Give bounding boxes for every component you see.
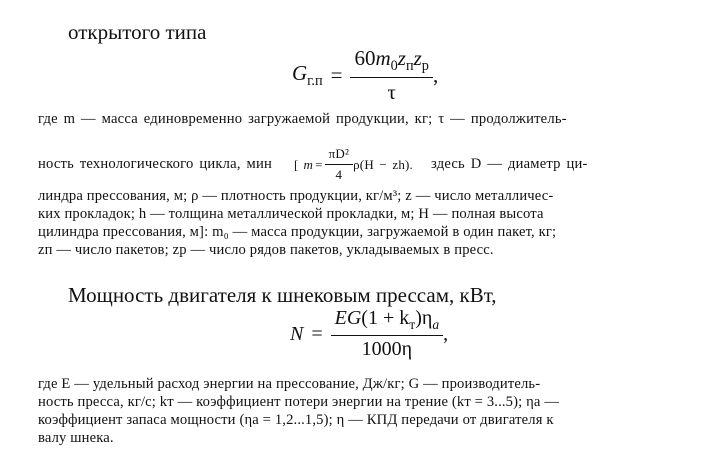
inline-formula-denominator: 4 bbox=[335, 167, 343, 182]
formula-n-numerator: $EG(1 + k_т)\eta_a$ bbox=[334, 307, 440, 332]
section1-line2 bbox=[38, 146, 588, 183]
section2-line3: коэффициент запаса мощности (ηa = 1,2...1,5); η — КПД передачи от двигателя к bbox=[38, 412, 554, 428]
formula-g bbox=[292, 46, 438, 105]
inline-formula-m: [ m = $\frac{\text{πD²}}{4}$ ρ(H − zh). bbox=[293, 146, 413, 182]
formula-g-denominator: τ bbox=[387, 80, 396, 105]
formula-n-tail: , bbox=[443, 322, 449, 345]
formula-g-numerator: $60m_0z_пz_р$ bbox=[354, 46, 429, 75]
section1-line5: цилиндра прессования, м]: m₀ — масса продукции, загружаемой в один пакет, кг; bbox=[38, 224, 557, 240]
formula-n-eq: = bbox=[311, 322, 323, 345]
section1-line3: линдра прессования, м; ρ — плотность продукции, кг/м³; z — число металличес- bbox=[38, 188, 554, 204]
section1-line2-rest: здесь D — диаметр ци- bbox=[431, 156, 588, 172]
formula-g-eq: = bbox=[330, 63, 343, 88]
section1-line2-start: ность технологического цикла, мин bbox=[38, 156, 272, 172]
section2-line4: валу шнека. bbox=[38, 430, 114, 446]
section1-lead: открытого типа bbox=[68, 20, 207, 44]
section1-line4: ких прокладок; h — толщина металлической прокладки, м; H — полная высота bbox=[38, 206, 544, 222]
section2-line2: ность пресса, кг/с; kт — коэффициент потери энергии на трение (kт = 3...5); ηa — bbox=[38, 394, 560, 410]
section2-line1: где E — удельный расход энергии на прессование, Дж/кг; G — производитель- bbox=[38, 376, 541, 392]
formula-n-lhs: N bbox=[290, 322, 304, 345]
formula-g-lhs: $G_{г.п}$ bbox=[292, 61, 323, 90]
formula-n bbox=[290, 307, 448, 361]
formula-g-tail: , bbox=[432, 63, 439, 88]
section1-line6: zп — число пакетов; zр — число рядов пакетов, укладываемых в пресс. bbox=[38, 242, 494, 258]
inline-formula-numerator: πD² bbox=[328, 146, 350, 161]
inline-formula-fraction bbox=[325, 146, 353, 183]
section2-lead: Мощность двигателя к шнековым прессам, кВт, bbox=[68, 283, 497, 307]
formula-n-denominator: 1000η bbox=[361, 338, 413, 360]
formula-g-fraction bbox=[350, 46, 432, 105]
formula-n-fraction bbox=[331, 307, 444, 361]
section1-line1: где m — масса единовременно загружаемой продукции, кг; τ — продолжитель- bbox=[38, 111, 567, 127]
